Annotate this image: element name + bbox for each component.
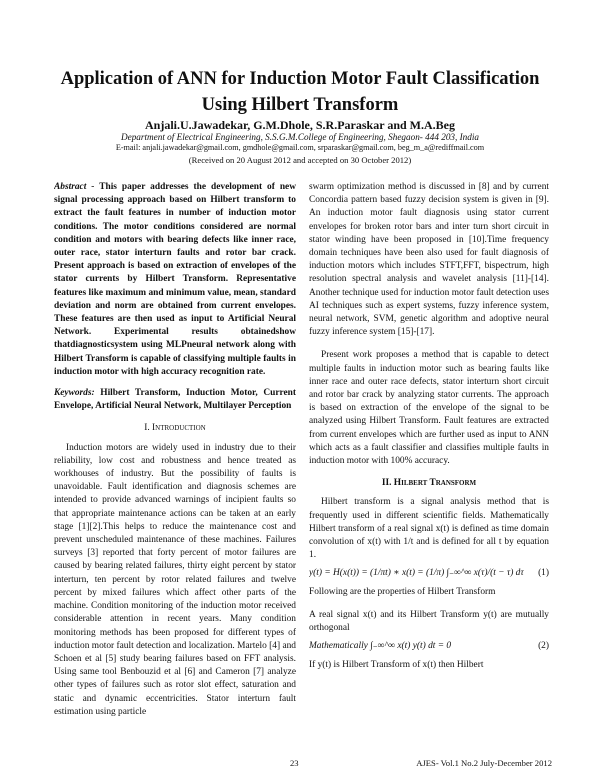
title-line-1: Application of ANN for Induction Motor Fault Classification [60,69,540,89]
hilbert-paragraph-2: Following are the properties of Hilbert Transform [309,586,496,597]
authors: Anjali.U.Jawadekar, G.M.Dhole, S.R.Paraskar and M.A.Beg [144,118,455,132]
intro-paragraph-1: Induction motors are widely used in industry due to their reliability, low cost and robustness and hence treated as workhouses of industry. But the possibility of faults is unavoidable. Fault identification and diagnosis schemes are intended to provide advanced warnings of incipient faults so that appropriate maintenance actions can be taken at an early stage [1][2].This helps to reduce the maintenance cost and prevent unscheduled maintenance of these machines. Failures surveys [3] reported that forty percent of motor failures are caused by bearing related failures, thirty eight percent by stator interturn, ten percent by rotor related failures and twelve percent by mixed failures which affect other parts of the machine. Condition monitoring of the induction motor received considerable attention in recent years. Many condition monitoring methods has been proposed for different types of induction motor fault detection and localization. Martelo [4] and Schoen et al [5] study bearing failures based on FFT analysis. Using same tool Benbouzid et al [6] and Cameron [7] analyze other types of failures such as rotor slot effect, saturation and static and dynamic eccentricities. Stator interturn fault estimation using particle [54,442,296,717]
hilbert-paragraph-1: Hilbert transform is a signal analysis method that is frequently used in different scientific fields. Mathematically Hilbert transform of a real signal x(t) is defined as time domain convolution of x(t) with 1/t and is defined for all t by equation 1. [309,497,549,561]
right-column [309,181,549,761]
affiliation: Department of Electrical Engineering, S.S.G.M.College of Engineering, Shegaon- 444 203, India [121,132,479,142]
equation-2-number: (2) [538,641,549,652]
section-heading-hilbert: II. Hilbert Transform [381,478,477,489]
equation-2-body: Mathematically ∫₋∞^∞ x(t) y(t) dt = 0 [309,641,452,652]
hilbert-paragraph-4: If y(t) is Hilbert Transform of x(t) then Hilbert [309,659,484,670]
received-date: (Received on 20 August 2012 and accepted on 30 October 2012) [188,155,412,165]
hilbert-paragraph-3: A real signal x(t) and its Hilbert Transform y(t) are mutually orthogonal [309,609,549,634]
abstract [54,181,296,379]
keywords-lead: Keywords: [54,388,95,399]
keywords-text: Hilbert Transform, Induction Motor, Current Envelope, Artificial Neural Network, Multilayer Perception [54,388,296,412]
equation-1-number: (1) [538,568,549,579]
abstract-lead: Abstract - [54,182,95,192]
paper-title [40,66,560,118]
equation-2 [309,640,549,653]
intro-paragraph-1-continued: swarm optimization method is discussed in [8] and by current Concordia pattern based fuzzy decision system is given in [9]. An induction motor fault diagnosis using stator current envelopes for broken rotor bars and inter turn short circuit in stator winding have been proposed in [10].Time frequency domain techniques have been also used for fault diagnosis of induction motors which includes STFT,FFT, bispectrum, high resolution spectral analysis and wavelet analysis [11]-[14]. Another technique used for induction motor fault detection uses AI techniques such as expert systems, fuzzy inference system, neural network, SVM, genetic algorithm and adoptive neural fuzzy inference system [15]-[17]. [309,182,549,338]
left-column [54,181,296,761]
abstract-text: This paper addresses the development of new signal processing approach based on Hilbert transform to extract the fault features in number of induction motor conditions. The motor conditions considered are normal condition and motors with bearing defects like inner race, outer race, stator interturn faults and rotor bar crack. Present approach is based on extraction of envelopes of the stator currents by Hilbert Transform. Representative features like maximum and minimum value, mean, standard deviation and norm are obtained from current envelopes. These features are then used as input to Artificial Neural Network. Experimental results obtainedshow thatdiagnosticsystem using MLPneural network along with Hilbert Transform is capable of classifying multiple faults in induction motor with high accuracy recognition rate. [54,182,296,377]
keywords [54,387,296,413]
page-number: 23 [290,758,299,768]
intro-paragraph-2: Present work proposes a method that is capable to detect multiple faults in induction motor such as bearing faults like inner race and outer race defects, stator interturn short circuit and rotor bar crack by analyzing stator currents. The approach is based on extraction of the envelope of the signal to be analyzed using Hilbert Transform. Fault features are extracted from current envelopes which are further used as input to ANN which acts as a fault classifier and classifies multiple faults in induction motor with 100% accuracy. [309,350,549,467]
author-emails: E-mail: anjali.jawadekar@gmail.com, gmdhole@gmail.com, srparaskar@gmail.com, beg_m_a@rediffmail.com [115,143,485,152]
section-heading-introduction: I. Introduction [144,423,206,434]
journal-footer: AJES- Vol.1 No.2 July-December 2012 [416,758,552,768]
equation-1-body: y(t) = H(x(t)) = (1/πt) ∗ x(t) = (1/π) ∫₋∞^∞ x(τ)/(t − τ) dτ [309,568,524,579]
equation-1 [309,567,549,580]
title-line-2: Using Hilbert Transform [201,95,399,115]
